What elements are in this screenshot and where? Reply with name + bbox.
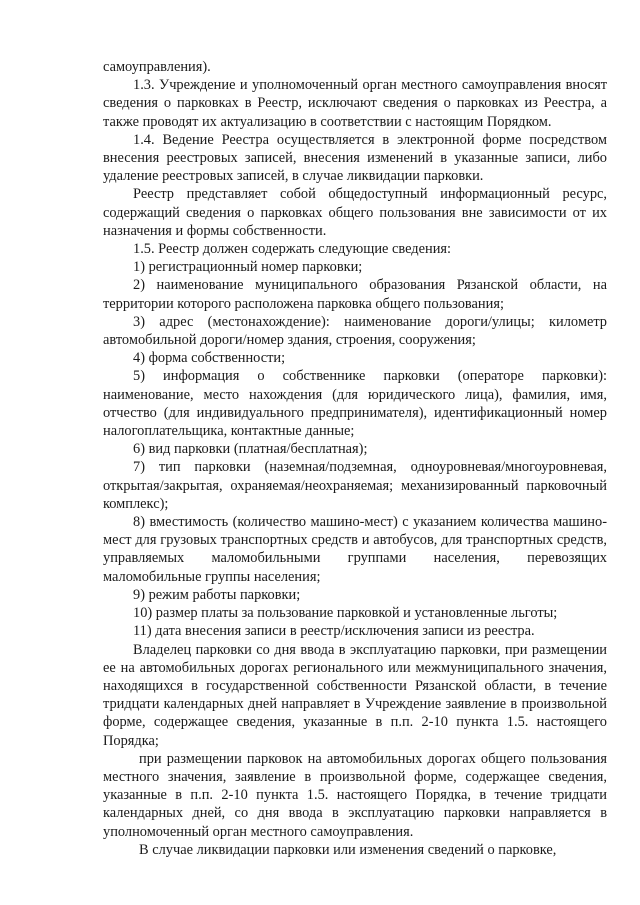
list-item-2: 2) наименование муниципального образования Рязанской области, на территории которого расположена парковка общего пользования; [103, 277, 607, 312]
paragraph-owner-regional: Владелец парковки со дня ввода в эксплуатацию парковки, при размещении ее на автомобильных дорогах регионального или межмуниципального значения, находящихся в государственной собственности Рязанской области, в течение тридцати календарных дней направляет в Учреждение заявление в произвольной форме, содержащее сведения, указанные в п.п. 2-10 пункта 1.5. настоящего Порядка; [103, 641, 607, 749]
list-item-10: 10) размер платы за пользование парковкой и установленные льготы; [133, 605, 558, 622]
paragraph-liquidation: В случае ликвидации парковки или изменения сведений о парковке, [139, 841, 557, 858]
list-item-1: 1) регистрационный номер парковки; [133, 259, 363, 276]
paragraph-1-5: 1.5. Реестр должен содержать следующие сведения: [133, 241, 452, 258]
list-item-7: 7) тип парковки (наземная/подземная, одноуровневая/многоуровневая, открытая/закрытая, охраняемая/неохраняемая; механизированный парковочный комплекс); [103, 459, 607, 512]
paragraph-1-4: 1.4. Ведение Реестра осуществляется в электронной форме посредством внесения реестровых записей, внесения изменений в указанные записи, либо удаление реестровых записей, в случае ликвидации парковки. [103, 131, 607, 185]
paragraph-registry-description: Реестр представляет собой общедоступный информационный ресурс, содержащий сведения о парковках общего пользования вне зависимости от их назначения и формы собственности. [103, 186, 607, 239]
paragraph-continuation: самоуправления). [103, 59, 211, 75]
list-item-8: 8) вместимость (количество машино-мест) с указанием количества машино-мест для грузовых транспортных средств и автобусов, для транспортных средств, управляемых маломобильными группами населения, перевозящих маломобильные группы населения; [103, 514, 607, 585]
list-item-6: 6) вид парковки (платная/бесплатная); [133, 441, 368, 458]
paragraph-1-3: 1.3. Учреждение и уполномоченный орган местного самоуправления вносят сведения о парковках в Реестр, исключают сведения о парковках из Реестра, а также проводят их актуализацию в соответствии с настоящим Порядком. [103, 77, 607, 130]
document-page [103, 58, 607, 859]
list-item-4: 4) форма собственности; [133, 350, 286, 367]
paragraph-owner-local: при размещении парковок на автомобильных дорогах общего пользования местного значения, заявление в произвольной форме, содержащее сведения, указанные в п.п. 2-10 пункта 1.5. настоящего Порядка, в течение тридцати календарных дней, со дня ввода в эксплуатацию парковки направляется в уполномоченный орган местного самоуправления. [103, 750, 607, 840]
list-item-9: 9) режим работы парковки; [133, 586, 301, 603]
list-item-3: 3) адрес (местонахождение): наименование дороги/улицы; километр автомобильной дороги/номер здания, строения, сооружения; [103, 313, 607, 349]
list-item-5: 5) информация о собственнике парковки (операторе парковки): наименование, место нахождения (для юридического лица), фамилия, имя, отчество (для индивидуального предпринимателя), идентификационный номер налогоплательщика, контактные данные; [103, 368, 607, 440]
list-item-11: 11) дата внесения записи в реестр/исключения записи из реестра. [133, 623, 535, 640]
